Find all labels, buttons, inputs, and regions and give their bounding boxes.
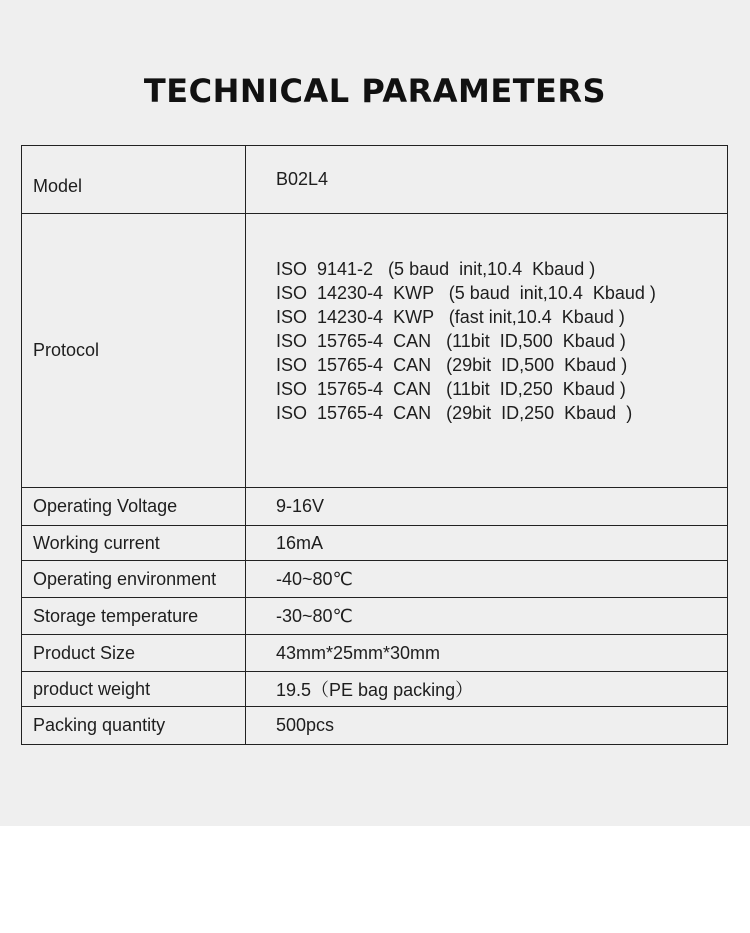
voltage-label: Operating Voltage <box>22 488 246 526</box>
table-row <box>22 526 728 561</box>
list-item: ISO 15765-4 CAN (11bit ID,500 Kbaud ) <box>276 330 626 351</box>
quantity-label: Packing quantity <box>22 707 246 745</box>
current-label: Working current <box>22 526 246 561</box>
size-label: Product Size <box>22 635 246 672</box>
environment-value: -40~80℃ <box>246 561 728 598</box>
voltage-value: 9-16V <box>246 488 728 526</box>
list-item: ISO 14230-4 KWP (5 baud init,10.4 Kbaud ) <box>276 282 656 303</box>
protocol-value <box>246 214 728 488</box>
list-item: ISO 15765-4 CAN (11bit ID,250 Kbaud ) <box>276 378 626 399</box>
table-row <box>22 214 728 488</box>
weight-label: product weight <box>22 672 246 707</box>
table-row <box>22 635 728 672</box>
protocol-label: Protocol <box>22 214 246 488</box>
table-row <box>22 672 728 707</box>
storage-label: Storage temperature <box>22 598 246 635</box>
table-row <box>22 598 728 635</box>
table-row <box>22 561 728 598</box>
table-row <box>22 146 728 214</box>
table-row <box>22 707 728 745</box>
parameters-table <box>21 145 728 745</box>
model-value: B02L4 <box>246 146 728 214</box>
list-item: ISO 14230-4 KWP (fast init,10.4 Kbaud ) <box>276 306 625 327</box>
list-item: ISO 9141-2 (5 baud init,10.4 Kbaud ) <box>276 258 596 279</box>
environment-label: Operating environment <box>22 561 246 598</box>
page-title: TECHNICAL PARAMETERS <box>143 72 607 110</box>
model-label: Model <box>22 146 246 214</box>
size-value: 43mm*25mm*30mm <box>246 635 728 672</box>
current-value: 16mA <box>246 526 728 561</box>
storage-value: -30~80℃ <box>246 598 728 635</box>
quantity-value: 500pcs <box>246 707 728 745</box>
protocol-list <box>276 257 727 425</box>
list-item: ISO 15765-4 CAN (29bit ID,250 Kbaud ) <box>276 402 633 423</box>
list-item: ISO 15765-4 CAN (29bit ID,500 Kbaud ) <box>276 354 628 375</box>
weight-value: 19.5（PE bag packing） <box>246 672 728 707</box>
table-row <box>22 488 728 526</box>
